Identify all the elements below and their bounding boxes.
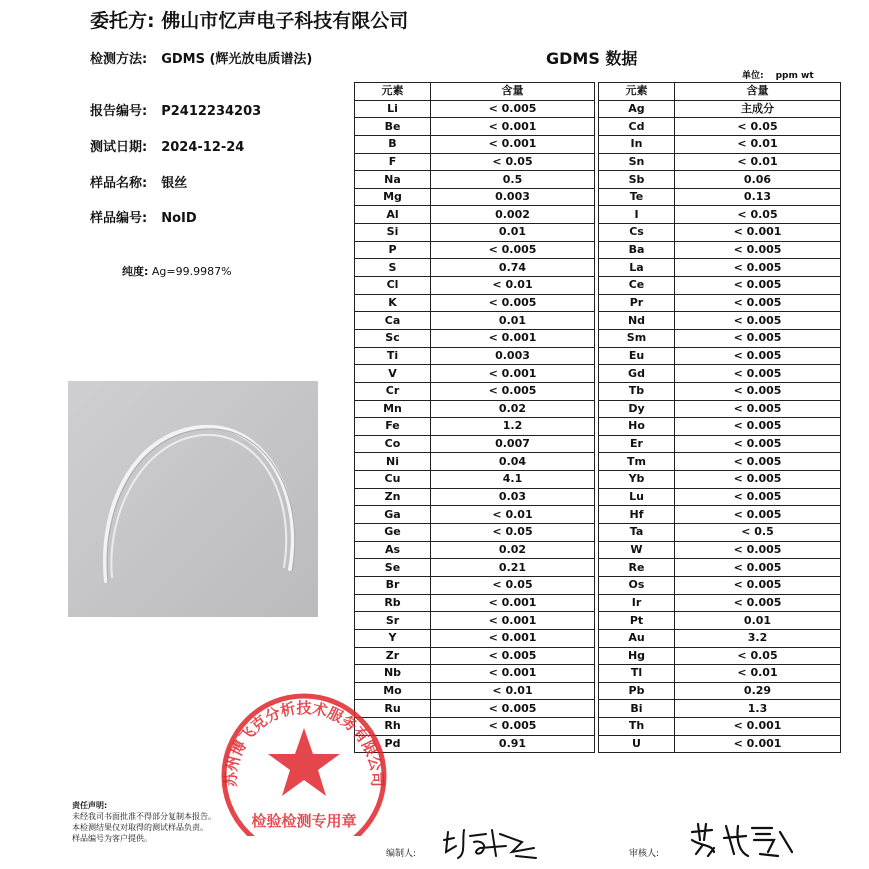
element-content: < 0.01 (675, 153, 841, 171)
element-content: < 0.005 (675, 294, 841, 312)
element-symbol: Ta (599, 524, 675, 542)
element-content: < 0.05 (675, 206, 841, 224)
element-symbol: Ce (599, 277, 675, 295)
table-row (355, 453, 595, 471)
element-content: 4.1 (431, 471, 595, 489)
disclaimer-title: 责任声明: (72, 801, 108, 810)
element-content: < 0.001 (431, 329, 595, 347)
element-symbol: Hf (599, 506, 675, 524)
element-content: < 0.01 (675, 665, 841, 683)
table-row (355, 329, 595, 347)
element-content: 0.06 (675, 171, 841, 189)
table-row (599, 629, 841, 647)
table-row (355, 471, 595, 489)
element-content: 0.13 (675, 188, 841, 206)
table-row (355, 647, 595, 665)
element-content: < 0.05 (675, 647, 841, 665)
element-symbol: P (355, 241, 431, 259)
element-content: < 0.005 (431, 700, 595, 718)
table-row (599, 541, 841, 559)
element-symbol: Te (599, 188, 675, 206)
element-symbol: Sn (599, 153, 675, 171)
table-row (599, 559, 841, 577)
element-symbol: Li (355, 100, 431, 118)
element-content: < 0.005 (431, 294, 595, 312)
table-row (355, 206, 595, 224)
element-content: < 0.005 (675, 312, 841, 330)
element-symbol: Pt (599, 612, 675, 630)
element-content: < 0.001 (431, 118, 595, 136)
table-row (355, 418, 595, 436)
element-content: 0.01 (675, 612, 841, 630)
table-row (355, 594, 595, 612)
element-content: < 0.005 (675, 347, 841, 365)
element-content: 0.01 (431, 312, 595, 330)
element-symbol: Y (355, 629, 431, 647)
element-symbol: Ba (599, 241, 675, 259)
table-row (599, 700, 841, 718)
disclaimer-line: 本检测结果仅对取得的测试样品负责。 (72, 823, 208, 832)
method-line (90, 48, 312, 67)
element-symbol: Er (599, 435, 675, 453)
table-row (599, 135, 841, 153)
element-content: < 0.005 (431, 718, 595, 736)
element-symbol: Fe (355, 418, 431, 436)
element-symbol: Re (599, 559, 675, 577)
sample-name-value: 银丝 (161, 176, 188, 191)
table-row (355, 576, 595, 594)
table-row (599, 718, 841, 736)
table-row (599, 665, 841, 683)
element-symbol: Rb (355, 594, 431, 612)
element-symbol: Ca (355, 312, 431, 330)
element-content: 0.74 (431, 259, 595, 277)
table-row (355, 629, 595, 647)
company-seal (214, 686, 394, 836)
element-symbol: Tb (599, 382, 675, 400)
element-symbol: Al (355, 206, 431, 224)
element-symbol: Tl (599, 665, 675, 683)
sample-no-label: 样品编号: (90, 211, 148, 226)
table-header-row (355, 83, 595, 101)
element-symbol: Bi (599, 700, 675, 718)
report-no-label: 报告编号: (90, 104, 148, 119)
element-symbol: Pd (355, 735, 431, 753)
element-symbol: Zr (355, 647, 431, 665)
element-content: < 0.001 (431, 612, 595, 630)
table-row (355, 365, 595, 383)
element-symbol: Sr (355, 612, 431, 630)
sample-name-label: 样品名称: (90, 176, 148, 191)
element-symbol: Gd (599, 365, 675, 383)
element-content: < 0.005 (431, 647, 595, 665)
element-content: 0.91 (431, 735, 595, 753)
seal-subtext: 检验检测专用章 (251, 812, 357, 830)
test-date-line (90, 136, 244, 155)
table-row (599, 594, 841, 612)
element-content: 3.2 (675, 629, 841, 647)
purity-line (122, 263, 232, 279)
table-row (599, 382, 841, 400)
element-symbol: Pb (599, 682, 675, 700)
element-content: 0.21 (431, 559, 595, 577)
element-symbol: Mo (355, 682, 431, 700)
element-content: < 0.001 (431, 135, 595, 153)
table-row (599, 259, 841, 277)
element-content: < 0.001 (675, 224, 841, 242)
table-row (355, 506, 595, 524)
method-value: GDMS (辉光放电质谱法) (161, 52, 313, 67)
sample-photo (68, 381, 318, 617)
element-content: < 0.01 (675, 135, 841, 153)
table-row (599, 206, 841, 224)
table-row (355, 347, 595, 365)
element-symbol: Ga (355, 506, 431, 524)
element-symbol: Ho (599, 418, 675, 436)
element-symbol: K (355, 294, 431, 312)
element-symbol: Si (355, 224, 431, 242)
report-no-value: P2412234203 (161, 104, 262, 119)
element-symbol: Eu (599, 347, 675, 365)
element-content: < 0.05 (431, 524, 595, 542)
element-symbol: Ir (599, 594, 675, 612)
table-row (599, 312, 841, 330)
table-row (355, 524, 595, 542)
element-symbol: Cd (599, 118, 675, 136)
table-row (599, 435, 841, 453)
element-symbol: As (355, 541, 431, 559)
element-content: < 0.005 (431, 241, 595, 259)
element-symbol: Br (355, 576, 431, 594)
element-content: < 0.001 (675, 718, 841, 736)
element-content: < 0.001 (431, 629, 595, 647)
element-content: < 0.005 (675, 435, 841, 453)
header-element: 元素 (355, 83, 431, 101)
element-symbol: Nb (355, 665, 431, 683)
element-symbol: Se (355, 559, 431, 577)
client-name: 佛山市忆声电子科技有限公司 (161, 10, 409, 32)
element-content: < 0.005 (675, 277, 841, 295)
table-row (599, 241, 841, 259)
element-symbol: Be (355, 118, 431, 136)
element-content: < 0.01 (431, 682, 595, 700)
table-header-row (599, 83, 841, 101)
element-symbol: Rh (355, 718, 431, 736)
test-date-label: 测试日期: (90, 140, 148, 155)
sample-no-line (90, 207, 197, 226)
table-row (355, 277, 595, 295)
element-symbol: Ru (355, 700, 431, 718)
element-symbol: Cr (355, 382, 431, 400)
element-content: < 0.005 (675, 471, 841, 489)
report-title: GDMS 数据 (546, 49, 638, 68)
reviewer-label: 审核人: (629, 849, 660, 859)
element-symbol: Zn (355, 488, 431, 506)
element-symbol: Cl (355, 277, 431, 295)
reviewer-signature (688, 818, 800, 862)
unit-line (742, 68, 814, 81)
element-content: < 0.005 (431, 100, 595, 118)
table-row (355, 118, 595, 136)
element-content: < 0.005 (675, 488, 841, 506)
element-content: 0.04 (431, 453, 595, 471)
method-label: 检测方法: (90, 52, 148, 67)
table-row (599, 118, 841, 136)
element-content: < 0.005 (675, 594, 841, 612)
table-row (599, 224, 841, 242)
header-element: 元素 (599, 83, 675, 101)
element-content: < 0.001 (675, 735, 841, 753)
element-content: < 0.001 (431, 665, 595, 683)
table-row (355, 188, 595, 206)
table-row (355, 224, 595, 242)
silver-wire-image (68, 381, 318, 617)
table-row (599, 365, 841, 383)
table-row (355, 100, 595, 118)
element-symbol: Mg (355, 188, 431, 206)
table-row (599, 576, 841, 594)
table-body-left (355, 100, 595, 753)
sample-name-line (90, 172, 187, 191)
editor-label: 编制人: (386, 849, 417, 859)
table-row (355, 488, 595, 506)
table-row (355, 294, 595, 312)
element-symbol: Ti (355, 347, 431, 365)
purity-value: Ag=99.9987% (151, 265, 232, 278)
element-symbol: Ni (355, 453, 431, 471)
table-row (599, 735, 841, 753)
table-row (599, 100, 841, 118)
element-content: 0.01 (431, 224, 595, 242)
table-row (599, 400, 841, 418)
element-symbol: Hg (599, 647, 675, 665)
editor-signature (436, 822, 546, 862)
element-table-right (598, 82, 841, 753)
disclaimer-line: 未经我司书面批准不得部分复制本报告。 (72, 812, 216, 821)
table-row (355, 559, 595, 577)
element-content: 0.02 (431, 400, 595, 418)
header-content: 含量 (431, 83, 595, 101)
table-row (355, 259, 595, 277)
table-row (355, 382, 595, 400)
element-symbol: Os (599, 576, 675, 594)
element-symbol: Yb (599, 471, 675, 489)
element-content: 0.03 (431, 488, 595, 506)
element-symbol: W (599, 541, 675, 559)
table-row (599, 347, 841, 365)
element-symbol: Cu (355, 471, 431, 489)
element-content: < 0.005 (675, 329, 841, 347)
table-row (599, 277, 841, 295)
table-row (355, 312, 595, 330)
element-symbol: S (355, 259, 431, 277)
table-row (599, 647, 841, 665)
seal-image (214, 686, 394, 836)
element-symbol: Na (355, 171, 431, 189)
element-symbol: F (355, 153, 431, 171)
element-content: 1.3 (675, 700, 841, 718)
element-content: < 0.01 (431, 506, 595, 524)
table-row (599, 171, 841, 189)
element-content: < 0.005 (675, 365, 841, 383)
element-symbol: Pr (599, 294, 675, 312)
element-content: < 0.005 (675, 382, 841, 400)
table-row (599, 418, 841, 436)
table-row (599, 329, 841, 347)
table-row (599, 506, 841, 524)
unit-label: 单位: (742, 71, 764, 81)
sample-no-value: NoID (161, 211, 197, 226)
element-symbol: Th (599, 718, 675, 736)
element-content: < 0.01 (431, 277, 595, 295)
element-table-left (354, 82, 595, 753)
element-symbol: Ge (355, 524, 431, 542)
table-row (355, 541, 595, 559)
table-row (599, 612, 841, 630)
table-row (599, 453, 841, 471)
table-row (599, 682, 841, 700)
element-content: 0.02 (431, 541, 595, 559)
element-content: < 0.005 (675, 400, 841, 418)
table-row (355, 241, 595, 259)
element-content: < 0.005 (675, 241, 841, 259)
table-row (599, 524, 841, 542)
element-symbol: V (355, 365, 431, 383)
element-content: 1.2 (431, 418, 595, 436)
element-content: < 0.005 (675, 541, 841, 559)
element-content: 0.29 (675, 682, 841, 700)
element-content: < 0.005 (431, 382, 595, 400)
header-content: 含量 (675, 83, 841, 101)
element-content: 0.002 (431, 206, 595, 224)
table-row (599, 488, 841, 506)
element-content: < 0.005 (675, 506, 841, 524)
element-content: < 0.05 (675, 118, 841, 136)
element-content: 0.003 (431, 347, 595, 365)
element-symbol: I (599, 206, 675, 224)
element-content: 主成分 (675, 100, 841, 118)
table-row (599, 471, 841, 489)
element-symbol: U (599, 735, 675, 753)
element-symbol: Ag (599, 100, 675, 118)
element-symbol: Mn (355, 400, 431, 418)
table-row (355, 400, 595, 418)
element-content: 0.007 (431, 435, 595, 453)
element-content: 0.003 (431, 188, 595, 206)
element-content: < 0.05 (431, 153, 595, 171)
element-symbol: Co (355, 435, 431, 453)
client-line (90, 6, 408, 33)
test-date-value: 2024-12-24 (161, 140, 245, 155)
element-symbol: B (355, 135, 431, 153)
table-row (599, 188, 841, 206)
element-symbol: La (599, 259, 675, 277)
client-label: 委托方: (90, 10, 155, 32)
element-symbol: Tm (599, 453, 675, 471)
disclaimer (72, 800, 216, 844)
table-row (355, 135, 595, 153)
element-content: < 0.005 (675, 559, 841, 577)
seal-text: 苏州博飞克分析技术服务有限公司 (221, 699, 387, 788)
element-symbol: Sc (355, 329, 431, 347)
table-row (355, 665, 595, 683)
element-content: 0.5 (431, 171, 595, 189)
element-content: < 0.005 (675, 259, 841, 277)
element-symbol: Dy (599, 400, 675, 418)
element-content: < 0.5 (675, 524, 841, 542)
element-content: < 0.001 (431, 594, 595, 612)
element-symbol: Sm (599, 329, 675, 347)
table-row (355, 435, 595, 453)
table-row (599, 294, 841, 312)
element-content: < 0.05 (431, 576, 595, 594)
element-symbol: Sb (599, 171, 675, 189)
element-content: < 0.005 (675, 453, 841, 471)
element-symbol: Nd (599, 312, 675, 330)
element-content: < 0.001 (431, 365, 595, 383)
disclaimer-line: 样品编号为客户提供。 (72, 834, 152, 843)
element-content: < 0.005 (675, 576, 841, 594)
purity-label: 纯度: (122, 265, 149, 278)
table-row (355, 153, 595, 171)
unit-value: ppm wt (775, 71, 814, 81)
table-row (355, 612, 595, 630)
table-body-right (599, 100, 841, 753)
element-symbol: Au (599, 629, 675, 647)
element-symbol: Lu (599, 488, 675, 506)
report-no-line (90, 100, 261, 119)
element-symbol: Cs (599, 224, 675, 242)
table-row (355, 171, 595, 189)
element-content: < 0.005 (675, 418, 841, 436)
element-symbol: In (599, 135, 675, 153)
table-row (599, 153, 841, 171)
